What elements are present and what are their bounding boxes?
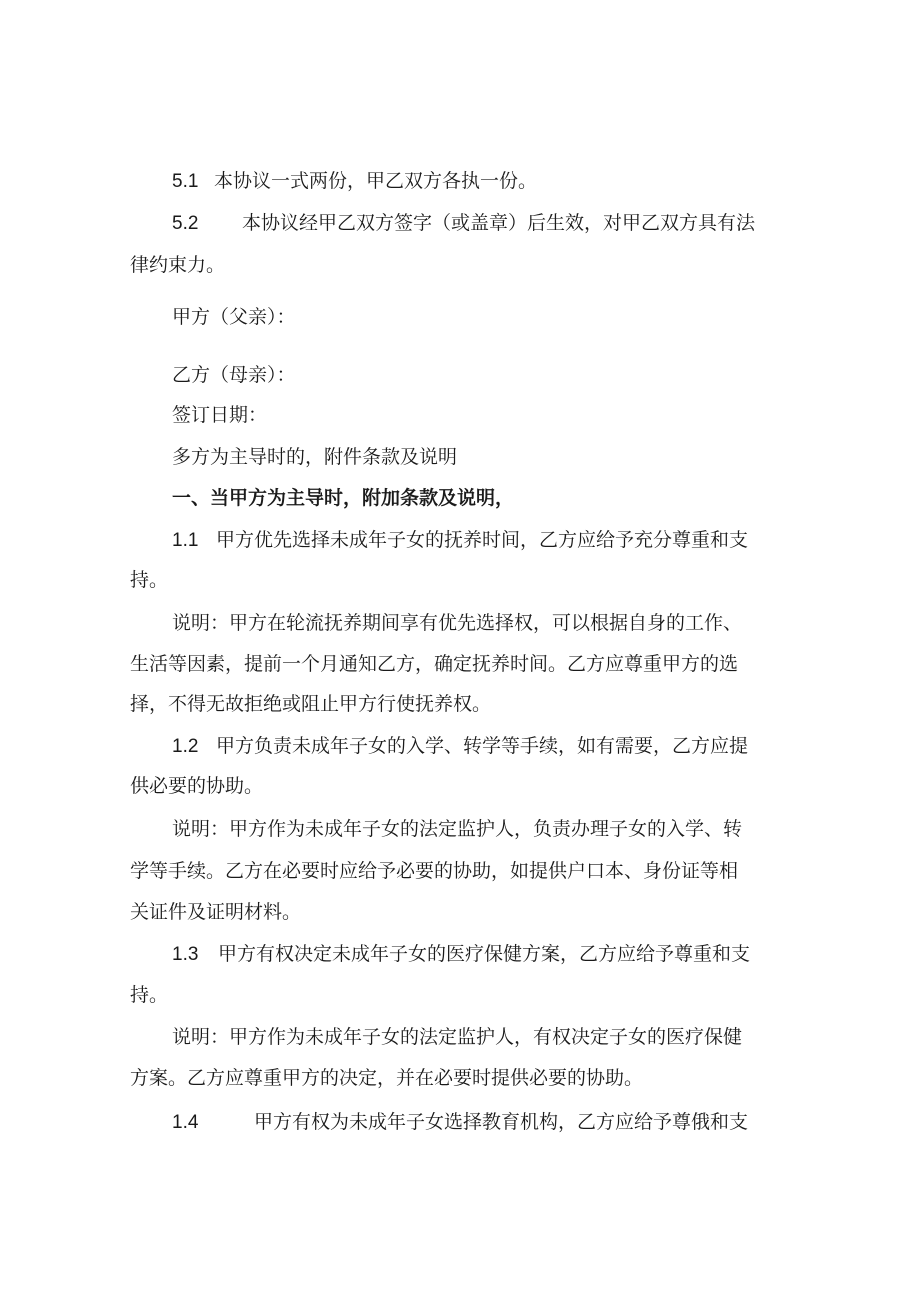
item-1-2-continuation: 供必要的协助。: [130, 775, 264, 797]
clause-5-1: [172, 172, 832, 191]
item-1-1: [172, 531, 832, 550]
note-1-2-line: 说明：甲方作为未成年子女的法定监护人，负责办理子女的入学、转: [172, 818, 743, 840]
item-number: 1.2: [172, 736, 199, 757]
item-number: 1.4: [172, 1112, 199, 1133]
signing-date-label: 签订日期：: [172, 404, 268, 426]
item-1-2: [172, 737, 832, 756]
item-1-3: [172, 945, 832, 964]
clause-text: 本协议经甲乙双方签字（或盖章）后生效，对甲乙双方具有法: [242, 212, 756, 234]
item-number: 1.1: [172, 530, 199, 551]
note-1-2-line: 关证件及证明材料。: [130, 901, 302, 923]
party-a-signature-label: 甲方（父亲）：: [172, 306, 296, 328]
clause-text: 本协议一式两份，甲乙双方各执一份。: [214, 170, 538, 192]
item-1-3-continuation: 持。: [130, 984, 169, 1006]
item-1-1-continuation: 持。: [130, 569, 169, 591]
item-text: 甲方负责未成年子女的入学、转学等手续，如有需要，乙方应提: [216, 735, 749, 757]
note-1-1-line: 说明：甲方在轮流抚养期间享有优先选择权，可以根据自身的工作、: [172, 612, 743, 634]
clause-5-2-continuation: 律约束力。: [130, 254, 226, 276]
appendix-title: 多方为主导时的，附件条款及说明: [172, 446, 458, 468]
party-b-signature-label: 乙方（母亲）：: [172, 364, 296, 386]
note-1-3-line: 说明：甲方作为未成年子女的法定监护人，有权决定子女的医疗保健: [172, 1026, 743, 1048]
item-text: 甲方优先选择未成年子女的抚养时间，乙方应给予充分尊重和支: [216, 529, 749, 551]
note-1-2-line: 学等手续。乙方在必要时应给予必要的协助，如提供户口本、身份证等相: [130, 860, 739, 882]
note-1-1-line: 择，不得无故拒绝或阻止甲方行使抚养权。: [130, 693, 492, 715]
item-number: 1.3: [172, 944, 199, 965]
clause-number: 5.2: [172, 213, 199, 234]
item-1-4: [172, 1113, 832, 1132]
section-heading: 一、当甲方为主导时，附加条款及说明，: [172, 487, 515, 509]
item-text: 甲方有权决定未成年子女的医疗保健方案，乙方应给予尊重和支: [218, 943, 751, 965]
clause-5-2: [172, 214, 832, 233]
note-1-1-line: 生活等因素，提前一个月通知乙方，确定抚养时间。乙方应尊重甲方的选: [130, 653, 739, 675]
item-text: 甲方有权为未成年子女选择教育机构，乙方应给予尊俄和支: [254, 1111, 749, 1133]
clause-number: 5.1: [172, 171, 199, 192]
note-1-3-line: 方案。乙方应尊重甲方的决定，并在必要时提供必要的协助。: [130, 1067, 644, 1089]
